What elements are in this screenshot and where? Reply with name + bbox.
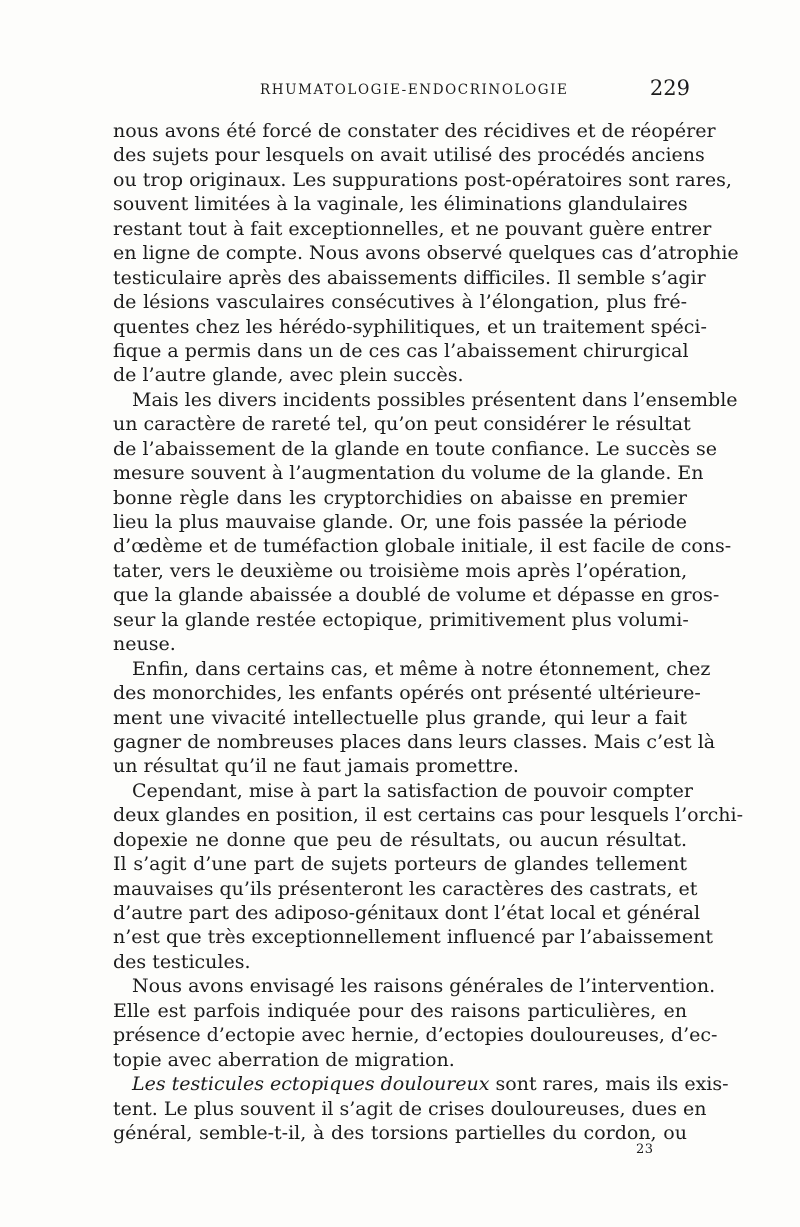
text-fragment: sont rares, mais ils exis-: [489, 1073, 729, 1096]
text-line: Enfin, dans certains cas, et même à notre étonnement, chez: [132, 657, 711, 680]
signature-mark: 23: [636, 1142, 654, 1157]
text-line: un caractère de rareté tel, qu’on peut considérer le résultat: [113, 413, 691, 436]
text-line: bonne règle dans les cryptorchidies on abaisse en premier: [113, 486, 687, 509]
text-line: Nous avons envisagé les raisons générales de l’intervention.: [132, 975, 716, 998]
text-line: général, semble-t-il, à des torsions partielles du cordon, ou: [113, 1121, 687, 1144]
text-line: présence d’ectopie avec hernie, d’ectopies douloureuses, d’ec-: [113, 1024, 718, 1047]
text-line: Il s’agit d’une part de sujets porteurs de glandes tellement: [113, 853, 687, 876]
text-line: Elle est parfois indiquée pour des raisons particulières, en: [113, 999, 687, 1022]
text-line: quentes chez les hérédo-syphilitiques, et un traitement spéci-: [113, 315, 707, 338]
text-line: Mais les divers incidents possibles présentent dans l’ensemble: [132, 388, 738, 411]
text-line: en ligne de compte. Nous avons observé quelques cas d’atrophie: [113, 242, 739, 265]
text-line: deux glandes en position, il est certains cas pour lesquels l’orchi-: [113, 804, 744, 827]
text-line: topie avec aberration de migration.: [113, 1048, 455, 1071]
text-line: gagner de nombreuses places dans leurs classes. Mais c’est là: [113, 730, 716, 753]
text-line: un résultat qu’il ne faut jamais promettre.: [113, 755, 519, 778]
text-line: de l’abaissement de la glande en toute confiance. Le succès se: [113, 437, 717, 460]
text-line: mesure souvent à l’augmentation du volume de la glande. En: [113, 462, 704, 485]
text-line: d’autre part des adiposo-génitaux dont l’état local et général: [113, 902, 701, 924]
text-line: testiculaire après des abaissements difficiles. Il semble s’agir: [113, 266, 706, 289]
text-line: des sujets pour lesquels on avait utilisé des procédés anciens: [113, 144, 705, 167]
text-line: Cependant, mise à part la satisfaction de pouvoir compter: [132, 779, 693, 802]
text-line: de l’autre glande, avec plein succès.: [113, 364, 464, 387]
text-line: restant tout à fait exceptionnelles, et ne pouvant guère entrer: [113, 217, 712, 240]
text-line: fique a permis dans un de ces cas l’abaissement chirurgical: [113, 339, 689, 362]
text-line: nous avons été forcé de constater des récidives et de réopérer: [113, 120, 716, 142]
text-line: n’est que très exceptionnellement influencé par l’abaissement: [113, 926, 713, 949]
text-line: d’œdème et de tuméfaction globale initiale, il est facile de cons-: [113, 535, 732, 558]
text-line: ment une vivacité intellectuelle plus grande, qui leur a fait: [113, 706, 687, 729]
text-line: des monorchides, les enfants opérés ont présenté ultérieure-: [113, 682, 701, 705]
text-line: ou trop originaux. Les suppurations post-opératoires sont rares,: [113, 168, 732, 191]
page-header: [110, 76, 690, 106]
text-line: seur la glande restée ectopique, primitivement plus volumi-: [113, 608, 689, 631]
text-line: de lésions vasculaires consécutives à l’élongation, plus fré-: [113, 291, 687, 314]
text-line: neuse.: [113, 633, 176, 656]
italic-lead: Les testicules ectopiques douloureux: [132, 1073, 490, 1096]
text-line: souvent limitées à la vaginale, les éliminations glandulaires: [113, 193, 688, 216]
text-line: [113, 1072, 729, 1096]
text-line: lieu la plus mauvaise glande. Or, une fois passée la période: [113, 511, 687, 533]
text-line: dopexie ne donne que peu de résultats, ou aucun résultat.: [113, 828, 687, 851]
text-line: que la glande abaissée a doublé de volume et dépasse en gros-: [113, 584, 720, 607]
text-line: tent. Le plus souvent il s’agit de crises douloureuses, dues en: [113, 1097, 707, 1120]
text-line: mauvaises qu’ils présenteront les caractères des castrats, et: [113, 877, 698, 900]
text-line: tater, vers le deuxième ou troisième mois après l’opération,: [113, 559, 688, 582]
text-line: des testicules.: [113, 950, 251, 973]
body-text: [113, 119, 744, 1145]
page-number: 229: [649, 76, 690, 100]
running-title: RHUMATOLOGIE-ENDOCRINOLOGIE: [260, 82, 569, 98]
